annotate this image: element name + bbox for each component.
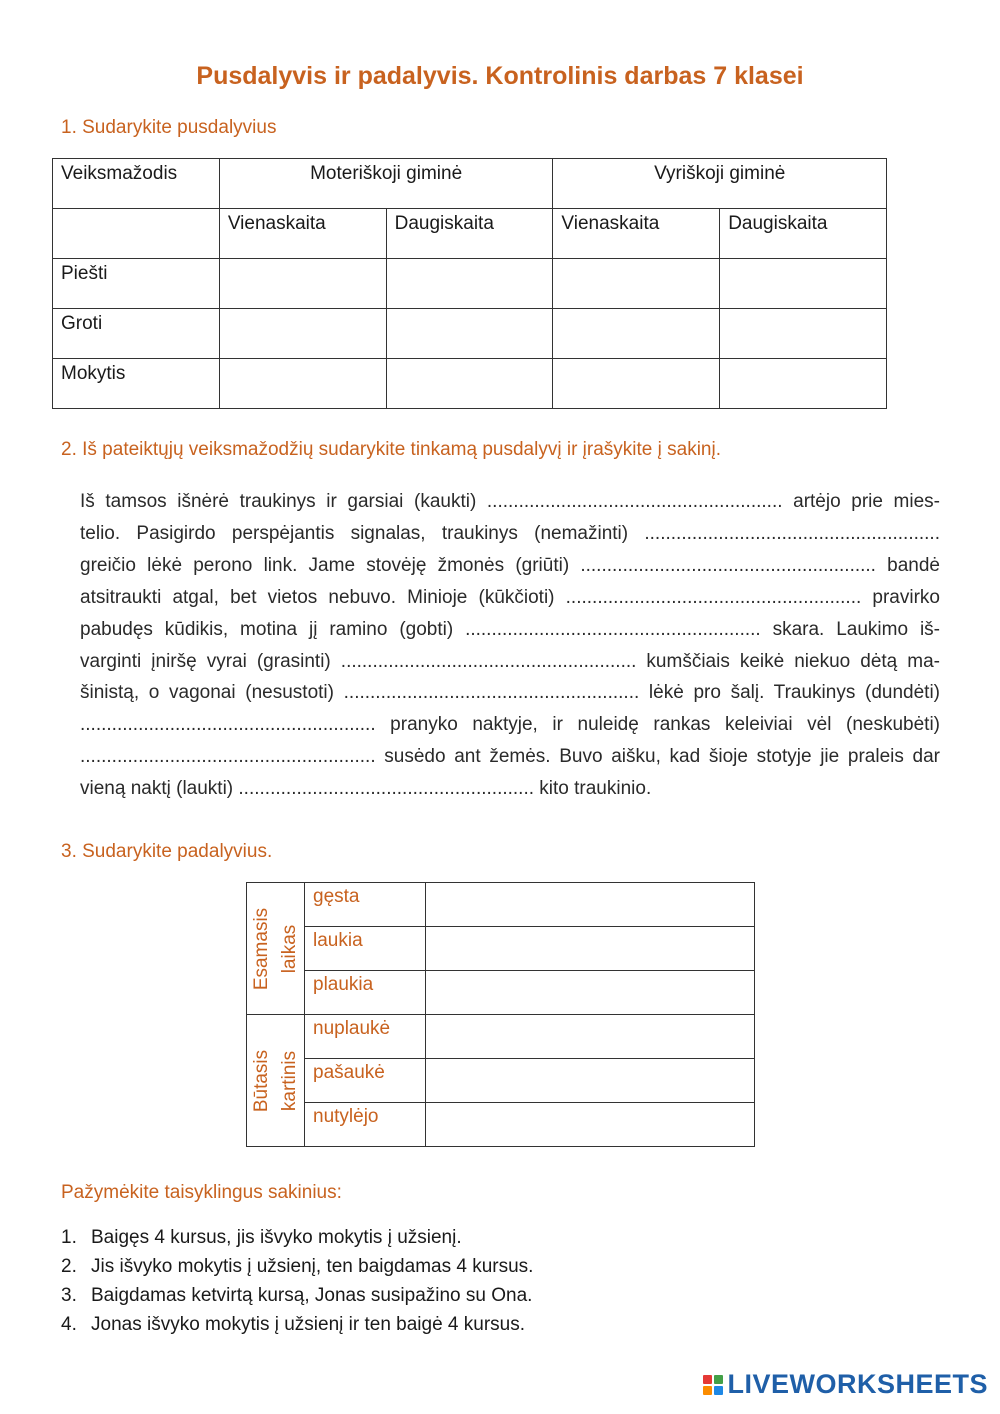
logo-square — [703, 1375, 712, 1384]
subheader-plural: Daugiskaita — [386, 209, 553, 259]
logo-square — [714, 1386, 723, 1395]
table-subheader-row — [53, 209, 887, 259]
group-label-line: laikas — [278, 924, 300, 973]
answer-cell[interactable] — [426, 1015, 755, 1059]
list-text: Jis išvyko mokytis į užsienį, ten baigdamas 4 kursus. — [91, 1256, 534, 1277]
list-number: 1. — [61, 1227, 77, 1248]
list-number: 2. — [61, 1256, 77, 1277]
verb-cell: Mokytis — [53, 359, 220, 409]
answer-cell[interactable] — [219, 259, 386, 309]
list-item[interactable] — [61, 1281, 533, 1310]
table-row — [53, 359, 887, 409]
participle-table — [52, 158, 887, 409]
gerund-table — [246, 882, 755, 1147]
answer-cell[interactable] — [426, 1103, 755, 1147]
list-text: Baigdamas ketvirtą kursą, Jonas susipažino su Ona. — [91, 1285, 533, 1306]
header-masculine: Vyriškoji giminė — [553, 159, 887, 209]
answer-cell[interactable] — [219, 309, 386, 359]
section2-heading: 2. Iš pateiktųjų veiksmažodžių sudarykite tinkamą pusdalyvį ir įrašykite į sakinį. — [61, 439, 721, 460]
answer-cell[interactable] — [426, 971, 755, 1015]
verb-cell: Groti — [53, 309, 220, 359]
logo-square — [703, 1386, 712, 1395]
table-row — [247, 883, 755, 927]
answer-cell[interactable] — [553, 259, 720, 309]
sentence-list — [61, 1223, 533, 1339]
verb-cell: plaukia — [305, 971, 426, 1015]
subheader-plural: Daugiskaita — [720, 209, 887, 259]
text-line: atsitraukti atgal, bet vietos nebuvo. Minioje (kūkčioti) ........................................................ pravirko — [80, 586, 940, 608]
table-row — [247, 927, 755, 971]
verb-cell: nuplaukė — [305, 1015, 426, 1059]
answer-cell[interactable] — [426, 927, 755, 971]
group-label-line: Būtasis — [250, 1049, 272, 1112]
list-item[interactable] — [61, 1310, 533, 1339]
table-row — [247, 1103, 755, 1147]
text-line: pabudęs kūdikis, motina jį ramino (gobti) ........................................................ skara. Laukimo iš- — [80, 618, 940, 640]
group-label-line: Esamasis — [250, 907, 272, 990]
header-verb: Veiksmažodis — [53, 159, 220, 209]
group-label-present — [247, 883, 305, 1015]
verb-cell: nutylėjo — [305, 1103, 426, 1147]
list-item[interactable] — [61, 1252, 533, 1281]
exercise-text — [80, 486, 940, 805]
answer-cell[interactable] — [386, 359, 553, 409]
table-row — [53, 309, 887, 359]
header-feminine: Moteriškoji giminė — [219, 159, 553, 209]
table-header-row — [53, 159, 887, 209]
table-row — [53, 259, 887, 309]
answer-cell[interactable] — [219, 359, 386, 409]
answer-cell[interactable] — [720, 309, 887, 359]
subheader-singular: Vienaskaita — [219, 209, 386, 259]
table-row — [247, 971, 755, 1015]
verb-cell: Piešti — [53, 259, 220, 309]
answer-cell[interactable] — [720, 259, 887, 309]
answer-cell[interactable] — [426, 1059, 755, 1103]
text-line: ........................................................ susėdo ant žemės. Buvo aišku, kad šioje stotyje jie praleis dar — [80, 746, 940, 768]
liveworksheets-logo — [703, 1369, 988, 1400]
section3-heading: 3. Sudarykite padalyvius. — [61, 841, 273, 862]
answer-cell[interactable] — [720, 359, 887, 409]
verb-cell: pašaukė — [305, 1059, 426, 1103]
answer-cell[interactable] — [553, 359, 720, 409]
logo-text: LIVEWORKSHEETS — [727, 1369, 988, 1399]
list-number: 3. — [61, 1285, 77, 1306]
list-number: 4. — [61, 1314, 77, 1335]
text-line: vieną naktį (laukti) ........................................................ kito traukinio. — [80, 778, 652, 800]
list-item[interactable] — [61, 1223, 533, 1252]
text-line: telio. Pasigirdo perspėjantis signalas, traukinys (nemažinti) ........................................................ — [80, 522, 940, 544]
table-row — [247, 1059, 755, 1103]
logo-square — [714, 1375, 723, 1384]
text-line: varginti įniršę vyrai (grasinti) ........................................................ kumščiais keikė niekuo dėtą ma- — [80, 650, 940, 672]
page-title: Pusdalyvis ir padalyvis. Kontrolinis darbas 7 klasei — [196, 62, 804, 90]
answer-cell[interactable] — [426, 883, 755, 927]
verb-cell: laukia — [305, 927, 426, 971]
answer-cell[interactable] — [386, 259, 553, 309]
subheader-empty — [53, 209, 220, 259]
verb-cell: gęsta — [305, 883, 426, 927]
group-label-past — [247, 1015, 305, 1147]
text-line: šinistą, o vagonai (nesustoti) ........................................................ lėkė pro šalį. Traukinys (dundėti) — [80, 682, 940, 704]
subheader-singular: Vienaskaita — [553, 209, 720, 259]
text-line: greičio lėkė perono link. Jame stovėję žmonės (griūti) ........................................................ bandė — [80, 554, 940, 576]
answer-cell[interactable] — [553, 309, 720, 359]
group-label-line: kartinis — [278, 1050, 300, 1111]
section4-heading: Pažymėkite taisyklingus sakinius: — [61, 1182, 342, 1203]
text-line: Iš tamsos išnėrė traukinys ir garsiai (kaukti) ........................................................ artėjo prie mies- — [80, 491, 940, 512]
section1-heading: 1. Sudarykite pusdalyvius — [61, 117, 277, 138]
list-text: Jonas išvyko mokytis į užsienį ir ten baigė 4 kursus. — [91, 1314, 526, 1335]
list-text: Baigęs 4 kursus, jis išvyko mokytis į užsienį. — [91, 1227, 462, 1248]
logo-icon — [703, 1375, 723, 1395]
table-row — [247, 1015, 755, 1059]
text-line: ........................................................ pranyko naktyje, ir nuleidę rankas keleiviai vėl (neskubėti) — [80, 714, 940, 736]
answer-cell[interactable] — [386, 309, 553, 359]
